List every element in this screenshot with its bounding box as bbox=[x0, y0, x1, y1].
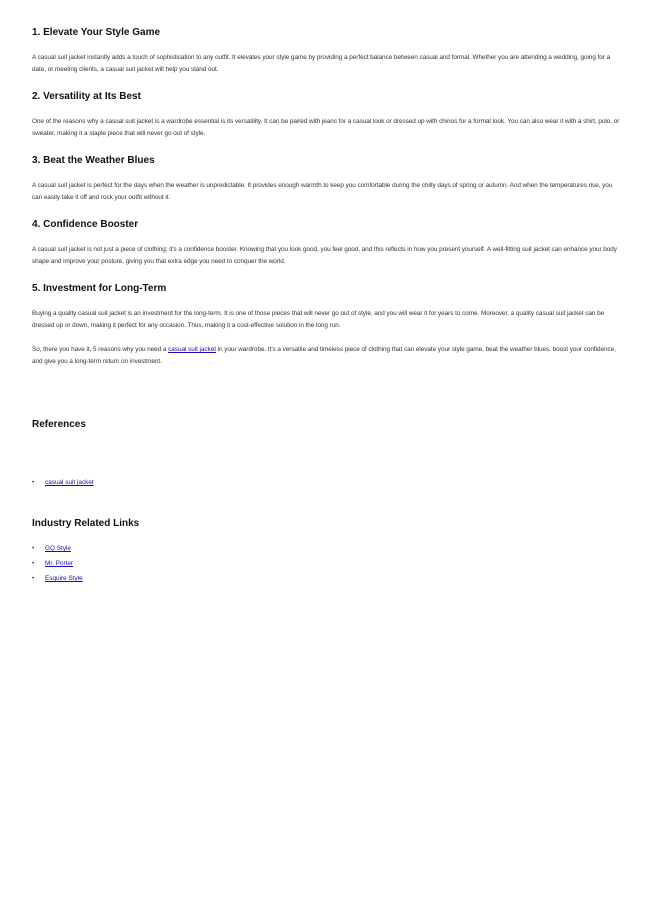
section-heading: 3. Beat the Weather Blues bbox=[32, 155, 155, 166]
section-heading: 5. Investment for Long-Term bbox=[32, 283, 167, 294]
link-gq-style[interactable]: GQ Style bbox=[45, 545, 71, 552]
section-heading: 4. Confidence Booster bbox=[32, 219, 139, 230]
bullet-icon: • bbox=[32, 560, 35, 567]
list-item bbox=[32, 571, 622, 586]
link-mr-porter[interactable]: Mr. Porter bbox=[45, 560, 74, 567]
section-investment bbox=[32, 282, 622, 332]
references-section bbox=[32, 418, 622, 490]
casual-suit-jacket-link[interactable]: casual suit jacket bbox=[168, 346, 216, 353]
section-body: A casual suit jacket instantly adds a touch of sophistication to any outfit. It elevates your style game by providing a perfect balance between casual and formal. Whether you are attending a wedding, going for a date, or meeting clients, a casual suit jacket will help you stand out. bbox=[32, 54, 611, 73]
section-body: A casual suit jacket is not just a piece of clothing; it's a confidence booster. Knowing that you look good, you feel good, and this reflects in how you present yourself. A well-fitting suit jacket can enhance your body shape and improve your posture, giving you that extra edge you need to conquer the world. bbox=[32, 246, 617, 265]
industry-links-list bbox=[32, 541, 622, 586]
section-body: A casual suit jacket is perfect for the days when the weather is unpredictable. It provides enough warmth to keep you comfortable during the chilly days of spring or autumn. And when the temperatures rise, you can easily take it off and rock your outfit without it. bbox=[32, 182, 613, 201]
industry-links-section bbox=[32, 517, 622, 586]
section-weather bbox=[32, 154, 622, 204]
link-esquire-style[interactable]: Esquire Style bbox=[45, 575, 83, 582]
section-heading: 1. Elevate Your Style Game bbox=[32, 27, 161, 38]
bullet-icon: • bbox=[32, 479, 35, 486]
section-versatility bbox=[32, 90, 622, 140]
references-heading: References bbox=[32, 419, 86, 430]
bullet-icon: • bbox=[32, 575, 35, 582]
bullet-icon: • bbox=[32, 545, 35, 552]
industry-links-heading: Industry Related Links bbox=[32, 518, 140, 529]
section-body: One of the reasons why a casual suit jacket is a wardrobe essential is its versatility. It can be paired with jeans for a casual look or dressed up with chinos for a formal look. You can also wear it with a shirt, polo, or sweater, making it a staple piece that will never go out of style. bbox=[32, 118, 620, 137]
closing-paragraph bbox=[32, 344, 622, 368]
section-confidence bbox=[32, 218, 622, 268]
list-item bbox=[32, 475, 622, 490]
section-elevate-style bbox=[32, 26, 622, 76]
section-body: Buying a quality casual suit jacket is an investment for the long-term. It is one of those pieces that will never go out of style, and you will wear it for years to come. Moreover, a quality casual suit jacket can be dressed up or down, making it perfect for any occasion. Thus, making it a cost-effective solution in the long run. bbox=[32, 310, 605, 329]
document-page bbox=[32, 26, 622, 586]
closing-text-after: in your wardrobe. It's a versatile and timeless piece of clothing that can elevate your style game, beat the weather blues, boost your confidence, and give you a long-term return on investment. bbox=[32, 346, 616, 365]
list-item bbox=[32, 541, 622, 556]
section-heading: 2. Versatility at Its Best bbox=[32, 91, 141, 102]
closing-text-before: So, there you have it, 5 reasons why you need a bbox=[32, 346, 169, 353]
references-list bbox=[32, 475, 622, 490]
list-item bbox=[32, 556, 622, 571]
reference-link-casual-suit-jacket[interactable]: casual suit jacket bbox=[45, 479, 94, 486]
